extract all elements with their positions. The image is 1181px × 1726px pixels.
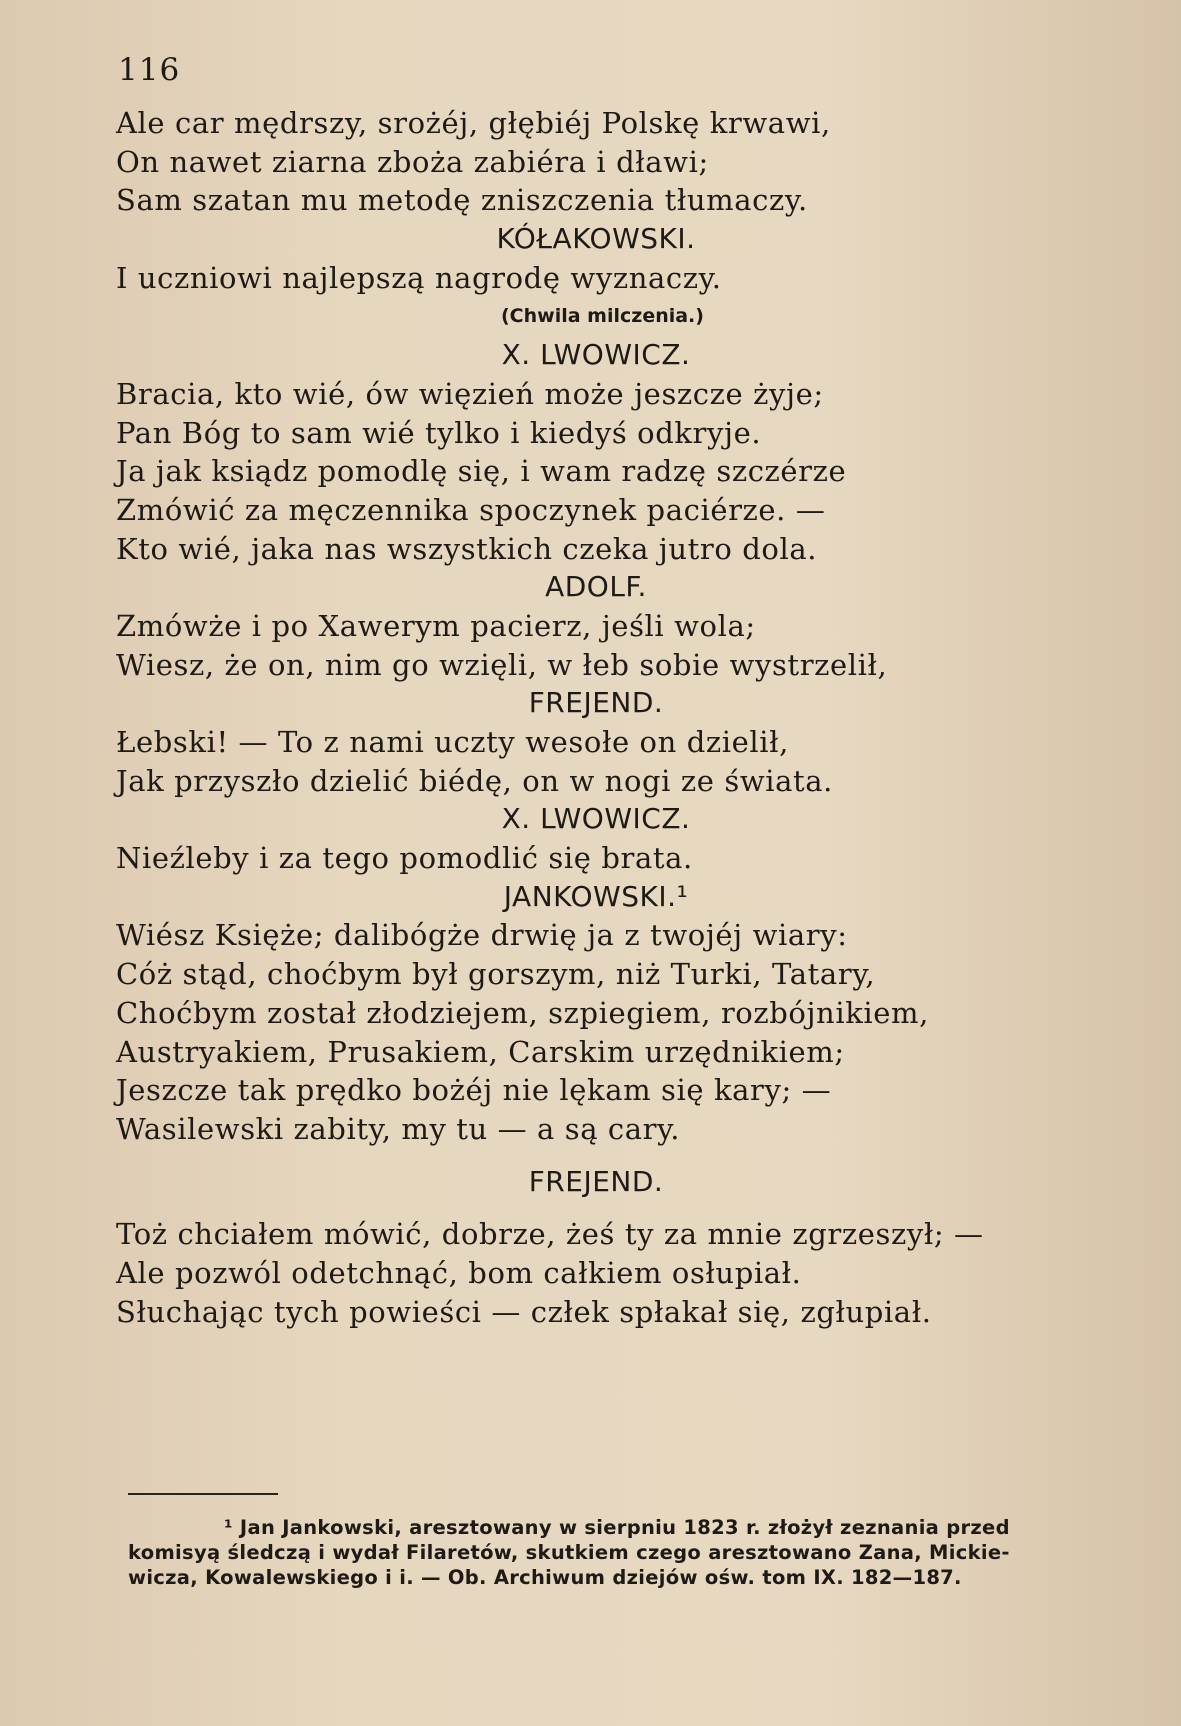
verse-line: Wiesz, że on, nim go wzięli, w łeb sobie wystrzelił, [116,647,888,682]
verse-line: Austryakiem, Prusakiem, Carskim urzędnikiem; [116,1034,845,1069]
verse-line: Łebski! — To z nami uczty wesołe on dzielił, [116,725,789,759]
verse-line: Ale car mędrszy, srożéj, głębiéj Polskę krwawi, [116,106,831,140]
verse-line: Wasilewski zabity, my tu — a są cary. [116,1111,681,1146]
verse-line: Nieźleby i za tego pomodlić się brata. [116,841,693,876]
verse-line: Bracia, kto wié, ów więzień może jeszcze żyje; [116,376,824,411]
verse-line: Ale pozwól odetchnąć, bom całkiem osłupiał. [116,1255,802,1290]
page-number: 116 [118,52,181,88]
footnote-line: wicza, Kowalewskiego i i. — Ob. Archiwum dziejów ośw. tom IX. 182—187. [128,1566,962,1589]
verse-line: Słuchając tych powieści — człek spłakał się, zgłupiał. [116,1294,932,1329]
speaker-name: X. LWOWICZ. [501,338,691,372]
footnote [128,1515,1153,1590]
speaker-name: ADOLF. [545,570,647,604]
verse-line: Jeszcze tak prędko bożéj nie lękam się kary; — [116,1073,832,1108]
speaker-name: FREJEND. [528,1164,664,1198]
footnote-rule [128,1493,278,1495]
speaker-name: KÓŁAKOWSKI. [496,222,696,256]
verse-line: Zmówić za męczennika spoczynek paciérze. — [116,492,826,527]
verse-line: Ja jak ksiądz pomodlę się, i wam radzę szczérze [116,454,847,489]
verse-line: Zmówże i po Xawerym pacierz, jeśli wola; [116,608,756,643]
footnote-line: ¹ Jan Jankowski, aresztowany w sierpniu 1823 r. złożył zeznania przed [224,1516,1010,1539]
verse-line: Toż chciałem mówić, dobrze, żeś ty za mnie zgrzeszył; — [116,1217,984,1252]
footnote-line: komisyą śledczą i wydał Filaretów, skutkiem czego aresztowano Zana, Mickie- [128,1541,1010,1564]
drama-text [116,104,986,1331]
verse-line: I uczniowi najlepszą nagrodę wyznaczy. [116,260,722,295]
verse-line: Wiész Księże; dalibógże drwię ja z twojéj wiary: [116,918,848,953]
spacer [116,1201,986,1215]
verse-line: Sam szatan mu metodę zniszczenia tłumaczy. [116,183,808,218]
speaker-name: FREJEND. [528,686,664,720]
verse-line: On nawet ziarna zboża zabiéra i dławi; [116,144,709,179]
speaker-name: JANKOWSKI.¹ [503,879,689,913]
verse-line: Cóż stąd, choćbym był gorszym, niż Turki, Tatary, [116,957,876,992]
speaker-name: X. LWOWICZ. [501,802,691,836]
verse-line: Choćbym został złodziejem, szpiegiem, rozbójnikiem, [116,995,929,1030]
stage-direction: (Chwila milczenia.) [501,305,704,328]
verse-line: Pan Bóg to sam wié tylko i kiedyś odkryje. [116,415,762,450]
verse-line: Jak przyszło dzielić biédę, on w nogi ze świata. [116,763,833,798]
verse-line: Kto wié, jaka nas wszystkich czeka jutro dola. [116,531,818,566]
spacer [116,1149,986,1163]
